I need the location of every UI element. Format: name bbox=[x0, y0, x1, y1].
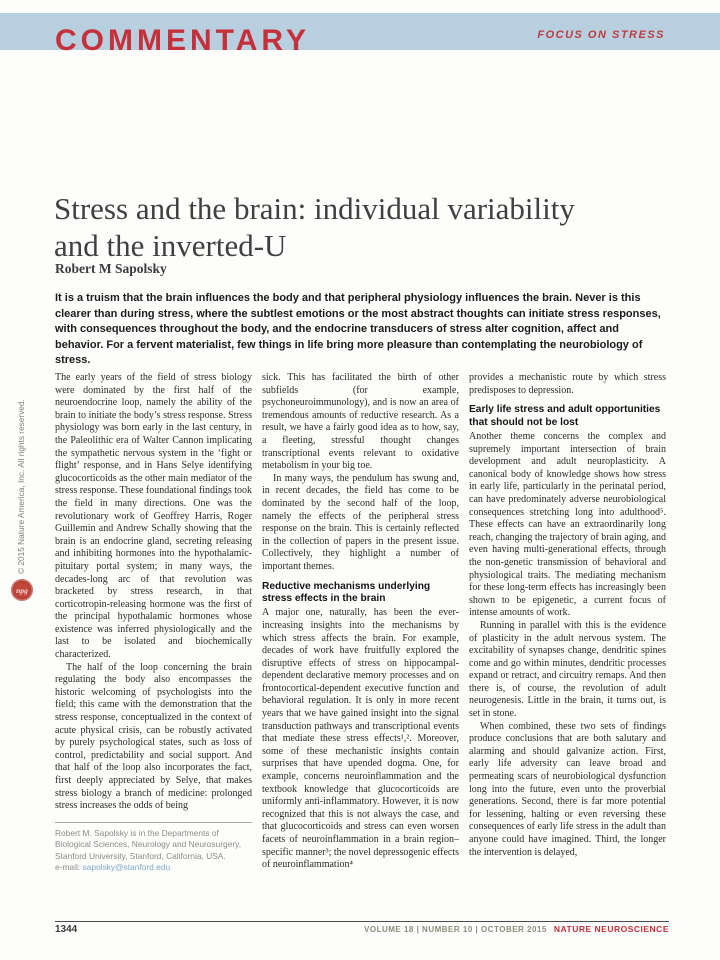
email-link[interactable]: sapolsky@stanford.edu bbox=[82, 862, 171, 872]
article-title bbox=[54, 190, 674, 264]
paragraph: Running in parallel with this is the evidence of plasticity in the adult nervous system. The excitability of synapses change, dendritic spines come and go within minutes, dendritic processes expand or retract, and circuitry remaps. And then there is, of course, the revolution of adult neurogenesis. Little in the brain, it turns out, is set in stone. bbox=[469, 619, 666, 720]
affiliation-footnote bbox=[55, 822, 252, 874]
paragraph: A major one, naturally, has been the ever-increasing insights into the mechanisms by which stress affects the brain. For example, decades of work have fruitfully explored the disruptive effects of stress on hippocampal-dependent declarative memory processes and on frontocortical-dependent executive function and behavioral regulation. It is only in more recent years that we have gained insight into the signal transduction pathways and transcriptional events that mediate these stress effects¹,². Moreover, some of these mechanistic insights contain surprises that have upended dogma. One, for example, concerns neuroinflammation and the textbook knowledge that glucocorticoids are uniformly anti-inflammatory. However, it is now recognized that this is not always the case, and that glucocorticoids and stress can even worsen facets of neuroinflammation in a brain region–specific manner³; the novel depressogenic effects of neuroinflammation⁴ bbox=[262, 607, 459, 871]
paragraph: When combined, these two sets of findings produce conclusions that are both salutary and alarming and should galvanize action. First, early life adversity can leave broad and permeating scars of neurobiological dysfunction long into the future, even unto the proverbial generations. Second, there is far more potential for lessening, halting or even reversing these consequences of early life stress in the adult than anyone could have imagined. Third, the longer the intervention is delayed, bbox=[469, 720, 666, 858]
section-label: COMMENTARY bbox=[55, 24, 310, 57]
text-column-3 bbox=[469, 372, 666, 859]
email-label: e-mail: bbox=[55, 862, 83, 872]
affiliation-text: Robert M. Sapolsky is in the Departments of Biological Sciences, Neurology and Neurosurgery, Stanford University, Stanford, California, USA. bbox=[55, 827, 242, 861]
author-name: Robert M Sapolsky bbox=[55, 261, 167, 276]
journal-name: NATURE NEUROSCIENCE bbox=[553, 924, 669, 934]
npg-logo-text: npg bbox=[16, 585, 28, 595]
focus-on-stress-label: FOCUS ON STRESS bbox=[537, 29, 665, 41]
paragraph: sick. This has facilitated the birth of other subfields (for example, psychoneuroimmunology), and is now an area of tremendous amounts of reductive research. As a result, we have a fairly good idea as to how, say, a fleeting, stressful thought changes transcriptional events relevant to oxidative metabolism in your big toe. bbox=[262, 372, 459, 472]
paragraph: The early years of the field of stress biology were dominated by the first half of the neuroendocrine loop, namely the ability of the brain to initiate the body’s stress response. Stress physiology was born early in the last century, in the Paleolithic era of Walter Cannon implicating the sympathetic nervous system in the ‘fight or flight’ response, and in Hans Selye identifying glucocorticoids as the other main mediator of the stress response. These foundational findings took the field in many directions. One was the revolutionary work of Geoffrey Harris, Roger Guillemin and Andrew Schally showing that the brain is an endocrine gland, secreting releasing and inhibiting hormones into the hypothalamic-pituitary portal system; in many ways, the decades-long arc of that revolution was bracketed by stress research, in that corticotropin-releasing hormone was the first of the principal hypothalamic hormones whose existence was inferred physiologically and the last to be isolated and biochemically characterized. bbox=[55, 372, 253, 661]
page-footer bbox=[55, 921, 669, 935]
section-heading-reductive-mechanisms: Reductive mechanisms underlying stress effects in the brain bbox=[262, 580, 431, 604]
paragraph: In many ways, the pendulum has swung and, in recent decades, the field has come to be dominated by the second half of the loop, namely the effects of the peripheral stress response on the brain. This is certainly reflected in the collection of papers in the present issue. Collectively, they highlight a number of important themes. bbox=[262, 472, 459, 572]
section-heading-early-life-stress: Early life stress and adult opportunities that should not be lost bbox=[469, 404, 661, 428]
copyright-notice: © 2015 Nature America, Inc. All rights reserved. bbox=[16, 399, 26, 574]
footer-issue-block bbox=[364, 924, 669, 934]
article-title-line2: and the inverted-U bbox=[54, 227, 287, 263]
page-number: 1344 bbox=[55, 924, 78, 935]
issue-info: VOLUME 18 | NUMBER 10 | OCTOBER 2015 bbox=[364, 925, 547, 934]
npg-logo-icon bbox=[11, 579, 33, 601]
text-column-2 bbox=[262, 372, 459, 872]
standfirst: It is a truism that the brain influences the body and that peripheral physiology influences the brain. Never is this clearer than during stress, where the subtlest emotions or the most abstract thoughts can initiate stress responses, with consequences throughout the body, and the endocrine transducers of stress alter cognition, affect and behavior. For a fervent materialist, few things in life bring more pleasure than contemplating the neurobiology of stress. bbox=[55, 292, 661, 367]
article-title-line1: Stress and the brain: individual variability bbox=[54, 190, 575, 226]
text-column-1 bbox=[55, 372, 252, 873]
paragraph: provides a mechanistic route by which stress predisposes to depression. bbox=[469, 372, 666, 396]
paragraph: Another theme concerns the complex and supremely important intersection of brain development and adult neuroplasticity. A canonical body of knowledge shows how stress in early life, particularly in the perinatal period, can have predominately adverse neurobiological consequences stretching long into adulthood⁵. These effects can have an extraordinarily long reach, changing the trajectory of brain aging, and even having multi-generational effects, through the non-genetic transmission of behavioral and physiological traits. The mediating mechanism for these long-term effects has increasingly been shown to be epigenetic, a current focus of intense amounts of work. bbox=[469, 431, 666, 619]
paragraph: The half of the loop concerning the brain regulating the body also encompasses the historic welcoming of psychologists into the field; this came with the demonstration that the stress response, conceptualized in the context of acute physical crisis, can be robustly activated by purely psychological states, such as loss of control, predictability and social support. And that half of the loop also incorporates the fact, first deeply appreciated by Selye, that makes stress biology a branch of medicine: prolonged stress increases the odds of being bbox=[55, 661, 252, 812]
